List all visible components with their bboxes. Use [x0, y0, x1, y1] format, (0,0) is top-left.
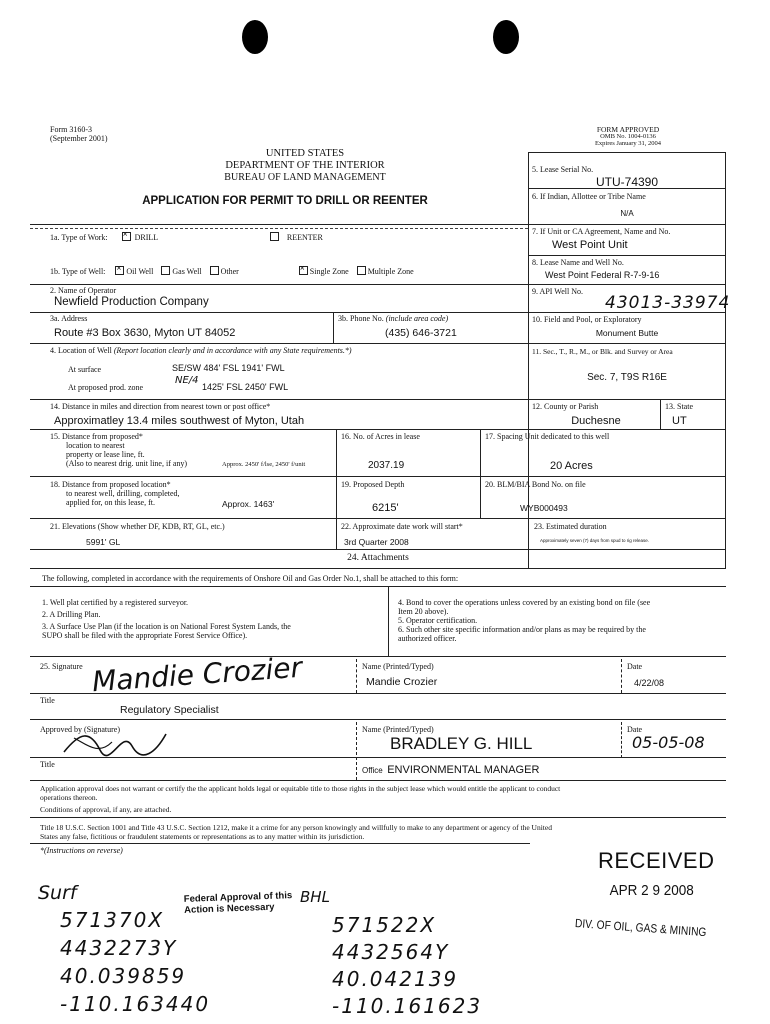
distance-well-label2: to nearest well, drilling, completed,: [66, 489, 180, 498]
hand-left-line: 571370X: [60, 908, 165, 932]
hand-right-line: 571522X: [332, 913, 437, 937]
office-row: [362, 760, 539, 778]
approver-signature-label: Approved by (Signature): [40, 725, 120, 734]
distance-lease-label2: location to nearest: [66, 441, 125, 450]
start-date-value: 3rd Quarter 2008: [344, 537, 409, 547]
bond-value: WYB000493: [520, 503, 568, 513]
attachments-intro: The following, completed in accordance with the requirements of Onshore Oil and Gas Order No.1, shall be attached to this form:: [42, 574, 459, 583]
title18-line2: States any false, fictitious or fraudulent statements or representations as to any matter within its jurisdiction.: [40, 832, 365, 841]
approver-title-label: Title: [40, 760, 55, 769]
lease-name-label: 8. Lease Name and Well No.: [532, 258, 624, 267]
proposed-depth-value: 6215': [372, 502, 399, 514]
applicant-name-label: Name (Printed/Typed): [362, 662, 434, 671]
disclaimer-line1: Application approval does not warrant or certify the the applicant holds legal or equitable title to those rights in the subject lease which would entitle the applicant to conduct: [40, 784, 561, 793]
distance-lease-label1: 15. Distance from proposed*: [50, 432, 143, 441]
duration-label: 23. Estimated duration: [534, 522, 607, 531]
approval-title: FORM APPROVED: [596, 125, 660, 134]
punch-hole-left: [242, 20, 268, 54]
attachment-item: 6. Such other site specific information and/or plans as may be required by the: [398, 625, 646, 634]
distance-lease-label4: (Also to nearest drig. unit line, if any): [66, 459, 188, 468]
multiple-zone-checkbox[interactable]: [357, 266, 366, 275]
federal-approval-line1: Federal Approval of this: [183, 890, 293, 905]
gas-well-label: Gas Well: [172, 267, 202, 276]
duration-value: Approximately seven (7) days from spud to rig release.: [540, 538, 650, 543]
other-well-checkbox[interactable]: [210, 266, 219, 275]
state-label: 13. State: [665, 402, 693, 411]
single-zone-label: Single Zone: [309, 267, 349, 276]
approval-omb: OMB No. 1004-0136: [600, 133, 656, 140]
field-pool-value: Monument Butte: [595, 328, 659, 338]
sec-survey-label: 11. Sec., T., R., M., or Blk. and Survey or Area: [532, 347, 673, 356]
type-of-well-label: 1b. Type of Well:: [50, 267, 106, 276]
approver-name-label: Name (Printed/Typed): [362, 725, 434, 734]
indian-tribe-value: N/A: [620, 209, 634, 218]
attachment-item: Item 20 above).: [398, 607, 449, 616]
bond-label: 20. BLM/BIA Bond No. on file: [485, 480, 586, 489]
received-stamp-title: RECEIVED: [598, 848, 715, 873]
page-title: APPLICATION FOR PERMIT TO DRILL OR REENTER: [142, 195, 428, 207]
conditions: Conditions of approval, if any, are attached.: [40, 805, 172, 814]
attachment-item: 1. Well plat certified by a registered surveyor.: [42, 598, 189, 607]
unit-agreement-value: West Point Unit: [552, 239, 628, 251]
api-well-label: 9. API Well No.: [532, 287, 583, 296]
agency-line1: UNITED STATES: [265, 148, 345, 159]
other-well-label: Other: [220, 267, 239, 276]
signature-label: 25. Signature: [40, 662, 83, 671]
agency-line3: BUREAU OF LAND MANAGEMENT: [224, 172, 386, 183]
gas-well-checkbox[interactable]: [161, 266, 170, 275]
address-value: Route #3 Box 3630, Myton UT 84052: [54, 327, 236, 339]
approver-signature-scribble: [60, 722, 170, 758]
approver-name: BRADLEY G. HILL: [390, 734, 533, 753]
title18-line1: Title 18 U.S.C. Section 1001 and Title 43 U.S.C. Section 1212, make it a crime for any person knowingly and willfully to make to any department or agency of the United: [40, 823, 552, 832]
disclaimer-line2: operations thereon.: [40, 793, 98, 802]
hand-left-line: 4432273Y: [60, 936, 178, 960]
phone-label: 3b. Phone No.: [338, 314, 384, 323]
distance-well-value: Approx. 1463': [222, 499, 275, 509]
reenter-checkbox[interactable]: [270, 232, 279, 241]
reenter-label: REENTER: [286, 233, 323, 242]
field-pool-label: 10. Field and Pool, or Exploratory: [532, 315, 642, 324]
attachment-item: 5. Operator certification.: [398, 616, 478, 625]
location-note: (Report location clearly and in accordance with any State requirements.*): [113, 346, 352, 355]
distance-town-value: Approximatley 13.4 miles southwest of Myton, Utah: [54, 415, 305, 427]
hand-right-line: 40.042139: [332, 967, 459, 991]
attachment-item: authorized officer.: [398, 634, 457, 643]
attachments-left: [42, 598, 382, 640]
drill-checkbox[interactable]: [122, 232, 131, 241]
phone-label-row: [338, 314, 448, 323]
lease-serial-label: 5. Lease Serial No.: [532, 165, 594, 174]
unit-agreement-label: 7. If Unit or CA Agreement, Name and No.: [532, 227, 671, 236]
applicant-date: 4/22/08: [634, 678, 665, 688]
applicant-date-label: Date: [627, 662, 643, 671]
distance-well-label1: 18. Distance from proposed location*: [50, 480, 171, 489]
attachment-item: SUPO shall be filed with the appropriate Forest Service Office).: [42, 631, 248, 640]
form-date: (September 2001): [50, 134, 108, 143]
oil-well-label: Oil Well: [126, 267, 154, 276]
applicant-title: Regulatory Specialist: [120, 704, 219, 716]
county-value: Duchesne: [571, 415, 621, 427]
punch-hole-right: [493, 20, 519, 54]
type-of-work-row: [50, 232, 323, 242]
surface-value: SE/SW 484' FSL 1941' FWL: [172, 363, 285, 373]
applicant-name: Mandie Crozier: [366, 676, 438, 688]
api-well-value: 43013-33974: [605, 293, 731, 313]
spacing-unit-value: 20 Acres: [550, 460, 593, 472]
received-stamp-date: APR 2 9 2008: [609, 882, 694, 899]
agency-heading: [140, 148, 470, 184]
lease-serial-value: UTU-74390: [595, 175, 659, 189]
proposed-depth-label: 19. Proposed Depth: [341, 480, 405, 489]
phone-value: (435) 646-3721: [385, 327, 457, 339]
phone-label-note: (include area code): [385, 314, 449, 323]
hand-surf: Surf: [38, 882, 77, 904]
prod-zone-value: 1425' FSL 2450' FWL: [202, 382, 289, 392]
single-zone-checkbox[interactable]: [299, 266, 308, 275]
start-date-label: 22. Approximate date work will start*: [341, 522, 463, 531]
agency-line2: DEPARTMENT OF THE INTERIOR: [225, 160, 385, 171]
applicant-signature: Mandie Crozier: [91, 650, 304, 699]
distance-town-label: 14. Distance in miles and direction from nearest town or post office*: [50, 402, 271, 411]
address-label: 3a. Address: [50, 314, 88, 323]
prod-zone-hand: NE/4: [175, 375, 199, 386]
federal-approval-initials: BHL: [300, 888, 330, 906]
spacing-unit-label: 17. Spacing Unit dedicated to this well: [485, 432, 610, 441]
prod-zone-label: At proposed prod. zone: [68, 383, 144, 392]
distance-lease-value: Approx. 2450' f/lse, 2450' f/unit: [222, 461, 306, 468]
acres-lease-value: 2037.19: [368, 460, 405, 471]
approver-date-label: Date: [627, 725, 643, 734]
attachment-item: 4. Bond to cover the operations unless covered by an existing bond on file (see: [398, 598, 651, 607]
acres-lease-label: 16. No. of Acres in lease: [341, 432, 420, 441]
indian-tribe-label: 6. If Indian, Allottee or Tribe Name: [532, 192, 646, 201]
operator-label: 2. Name of Operator: [50, 286, 117, 295]
office-value: ENVIRONMENTAL MANAGER: [387, 764, 540, 776]
hand-left-line: 40.039859: [60, 964, 187, 988]
type-of-well-row: [50, 266, 414, 276]
hand-left-coords: [60, 906, 210, 1018]
applicant-title-label: Title: [40, 696, 55, 705]
received-stamp-division: DIV. OF OIL, GAS & MINING: [574, 916, 707, 940]
approval-expires: Expires January 31, 2004: [594, 140, 662, 147]
hand-left-line: -110.163440: [60, 992, 211, 1016]
federal-approval-line2: Action is Necessary: [184, 901, 275, 916]
surface-label: At surface: [68, 365, 102, 374]
instructions-note: *(Instructions on reverse): [40, 846, 123, 855]
elevations-value: 5991' GL: [86, 537, 121, 547]
drill-label: DRILL: [134, 233, 158, 242]
distance-well-block: [50, 480, 180, 507]
hand-right-line: 4432564Y: [332, 940, 450, 964]
distance-well-label3: applied for, on this lease, ft.: [66, 498, 155, 507]
attachment-item: 3. A Surface Use Plan (if the location is on National Forest System Lands, the: [42, 622, 291, 631]
lease-name-value: West Point Federal R-7-9-16: [545, 270, 660, 280]
attachment-item: 2. A Drilling Plan.: [42, 610, 101, 619]
sec-survey-value: Sec. 7, T9S R16E: [587, 372, 667, 383]
office-label: Office: [362, 766, 383, 775]
approval-block: [533, 126, 723, 147]
location-label-row: [50, 346, 352, 355]
multiple-zone-label: Multiple Zone: [367, 267, 414, 276]
distance-lease-label3: property or lease line, ft.: [66, 450, 145, 459]
operator-value: Newfield Production Company: [54, 296, 209, 308]
hand-right-coords: [332, 912, 482, 1020]
type-of-work-label: 1a. Type of Work:: [50, 233, 108, 242]
county-label: 12. County or Parish: [532, 402, 599, 411]
attachments-heading: 24. Attachments: [347, 553, 409, 563]
oil-well-checkbox[interactable]: [115, 266, 124, 275]
state-value: UT: [672, 415, 687, 427]
approver-date: 05-05-08: [632, 733, 705, 752]
attachments-right: [398, 598, 728, 643]
hand-right-line: -110.161623: [332, 994, 483, 1018]
elevations-label: 21. Elevations (Show whether DF, KDB, RT, GL, etc.): [50, 522, 225, 531]
form-id: Form 3160-3: [50, 125, 92, 134]
location-label: 4. Location of Well: [50, 346, 112, 355]
